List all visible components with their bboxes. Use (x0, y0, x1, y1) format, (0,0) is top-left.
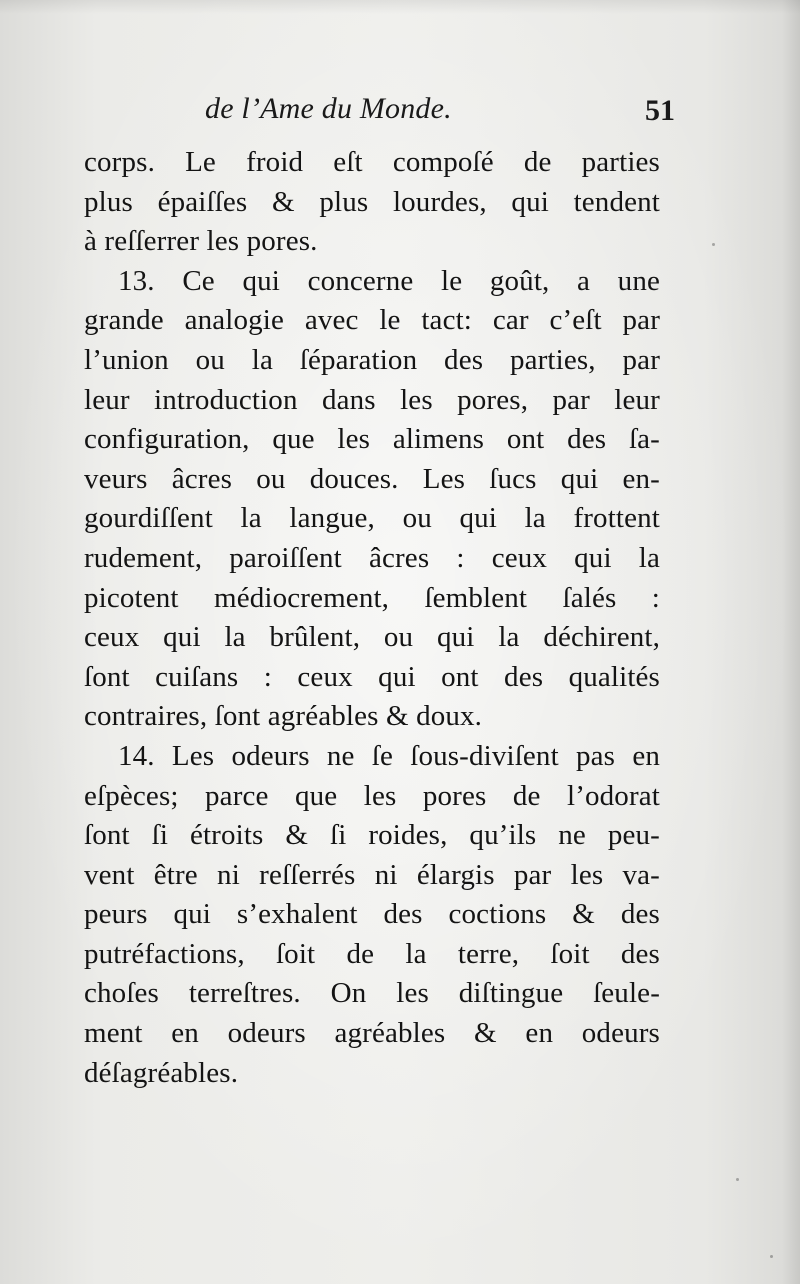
paragraph-14 (84, 737, 660, 1093)
text-line: corps. Le froid eſt compoſé de parties (84, 146, 660, 178)
text-line: 13. Ce qui concerne le goût, a une (118, 264, 660, 297)
text-line: plus épaiſſes & plus lourdes, qui tendent (84, 185, 660, 218)
page-edge-shadow (782, 0, 800, 1284)
running-head (205, 92, 675, 136)
text-line: 14. Les odeurs ne ſe ſous-diviſent pas en (118, 739, 660, 772)
text-line: choſes terreſtres. On les diſtingue ſeule- (84, 977, 660, 1010)
text-line: configuration, que les alimens ont des ſa- (84, 423, 660, 456)
paper-speck (736, 1178, 739, 1181)
paragraph-13 (84, 262, 660, 737)
text-line: contraires, ſont agréables & doux. (84, 700, 483, 733)
text-line: ſont ſi étroits & ſi roides, qu’ils ne peu- (84, 819, 660, 852)
text-line: vent être ni reſſerrés ni élargis par les va- (84, 858, 660, 891)
paragraph-continuation (84, 143, 660, 262)
text-line: picotent médiocrement, ſemblent ſalés : (84, 581, 660, 614)
text-line: putréfactions, ſoit de la terre, ſoit des (84, 937, 660, 970)
text-line: rudement, paroiſſent âcres : ceux qui la (84, 541, 660, 574)
body-text (84, 143, 660, 1093)
text-line: ceux qui la brûlent, ou qui la déchirent, (84, 621, 660, 654)
text-line: leur introduction dans les pores, par leur (84, 383, 660, 416)
text-line: veurs âcres ou douces. Les ſucs qui en- (84, 462, 660, 495)
text-line: ment en odeurs agréables & en odeurs (84, 1017, 660, 1050)
text-line: peurs qui s’exhalent des coctions & des (84, 898, 660, 931)
text-line: déſagréables. (84, 1056, 239, 1089)
page-top-shadow (0, 0, 800, 14)
text-line: l’union ou la ſéparation des parties, par (84, 343, 660, 376)
running-title: de l’Ame du Monde. (205, 92, 452, 125)
paper-speck (712, 243, 715, 246)
text-line: grande analogie avec le tact: car c’eſt par (84, 304, 660, 337)
page-number: 51 (645, 94, 675, 127)
text-line: eſpèces; parce que les pores de l’odorat (84, 779, 660, 812)
text-line: gourdiſſent la langue, ou qui la frottent (84, 502, 660, 535)
text-line: à reſſerrer les pores. (84, 225, 318, 258)
text-line: ſont cuiſans : ceux qui ont des qualités (84, 660, 660, 693)
paper-speck (770, 1255, 773, 1258)
